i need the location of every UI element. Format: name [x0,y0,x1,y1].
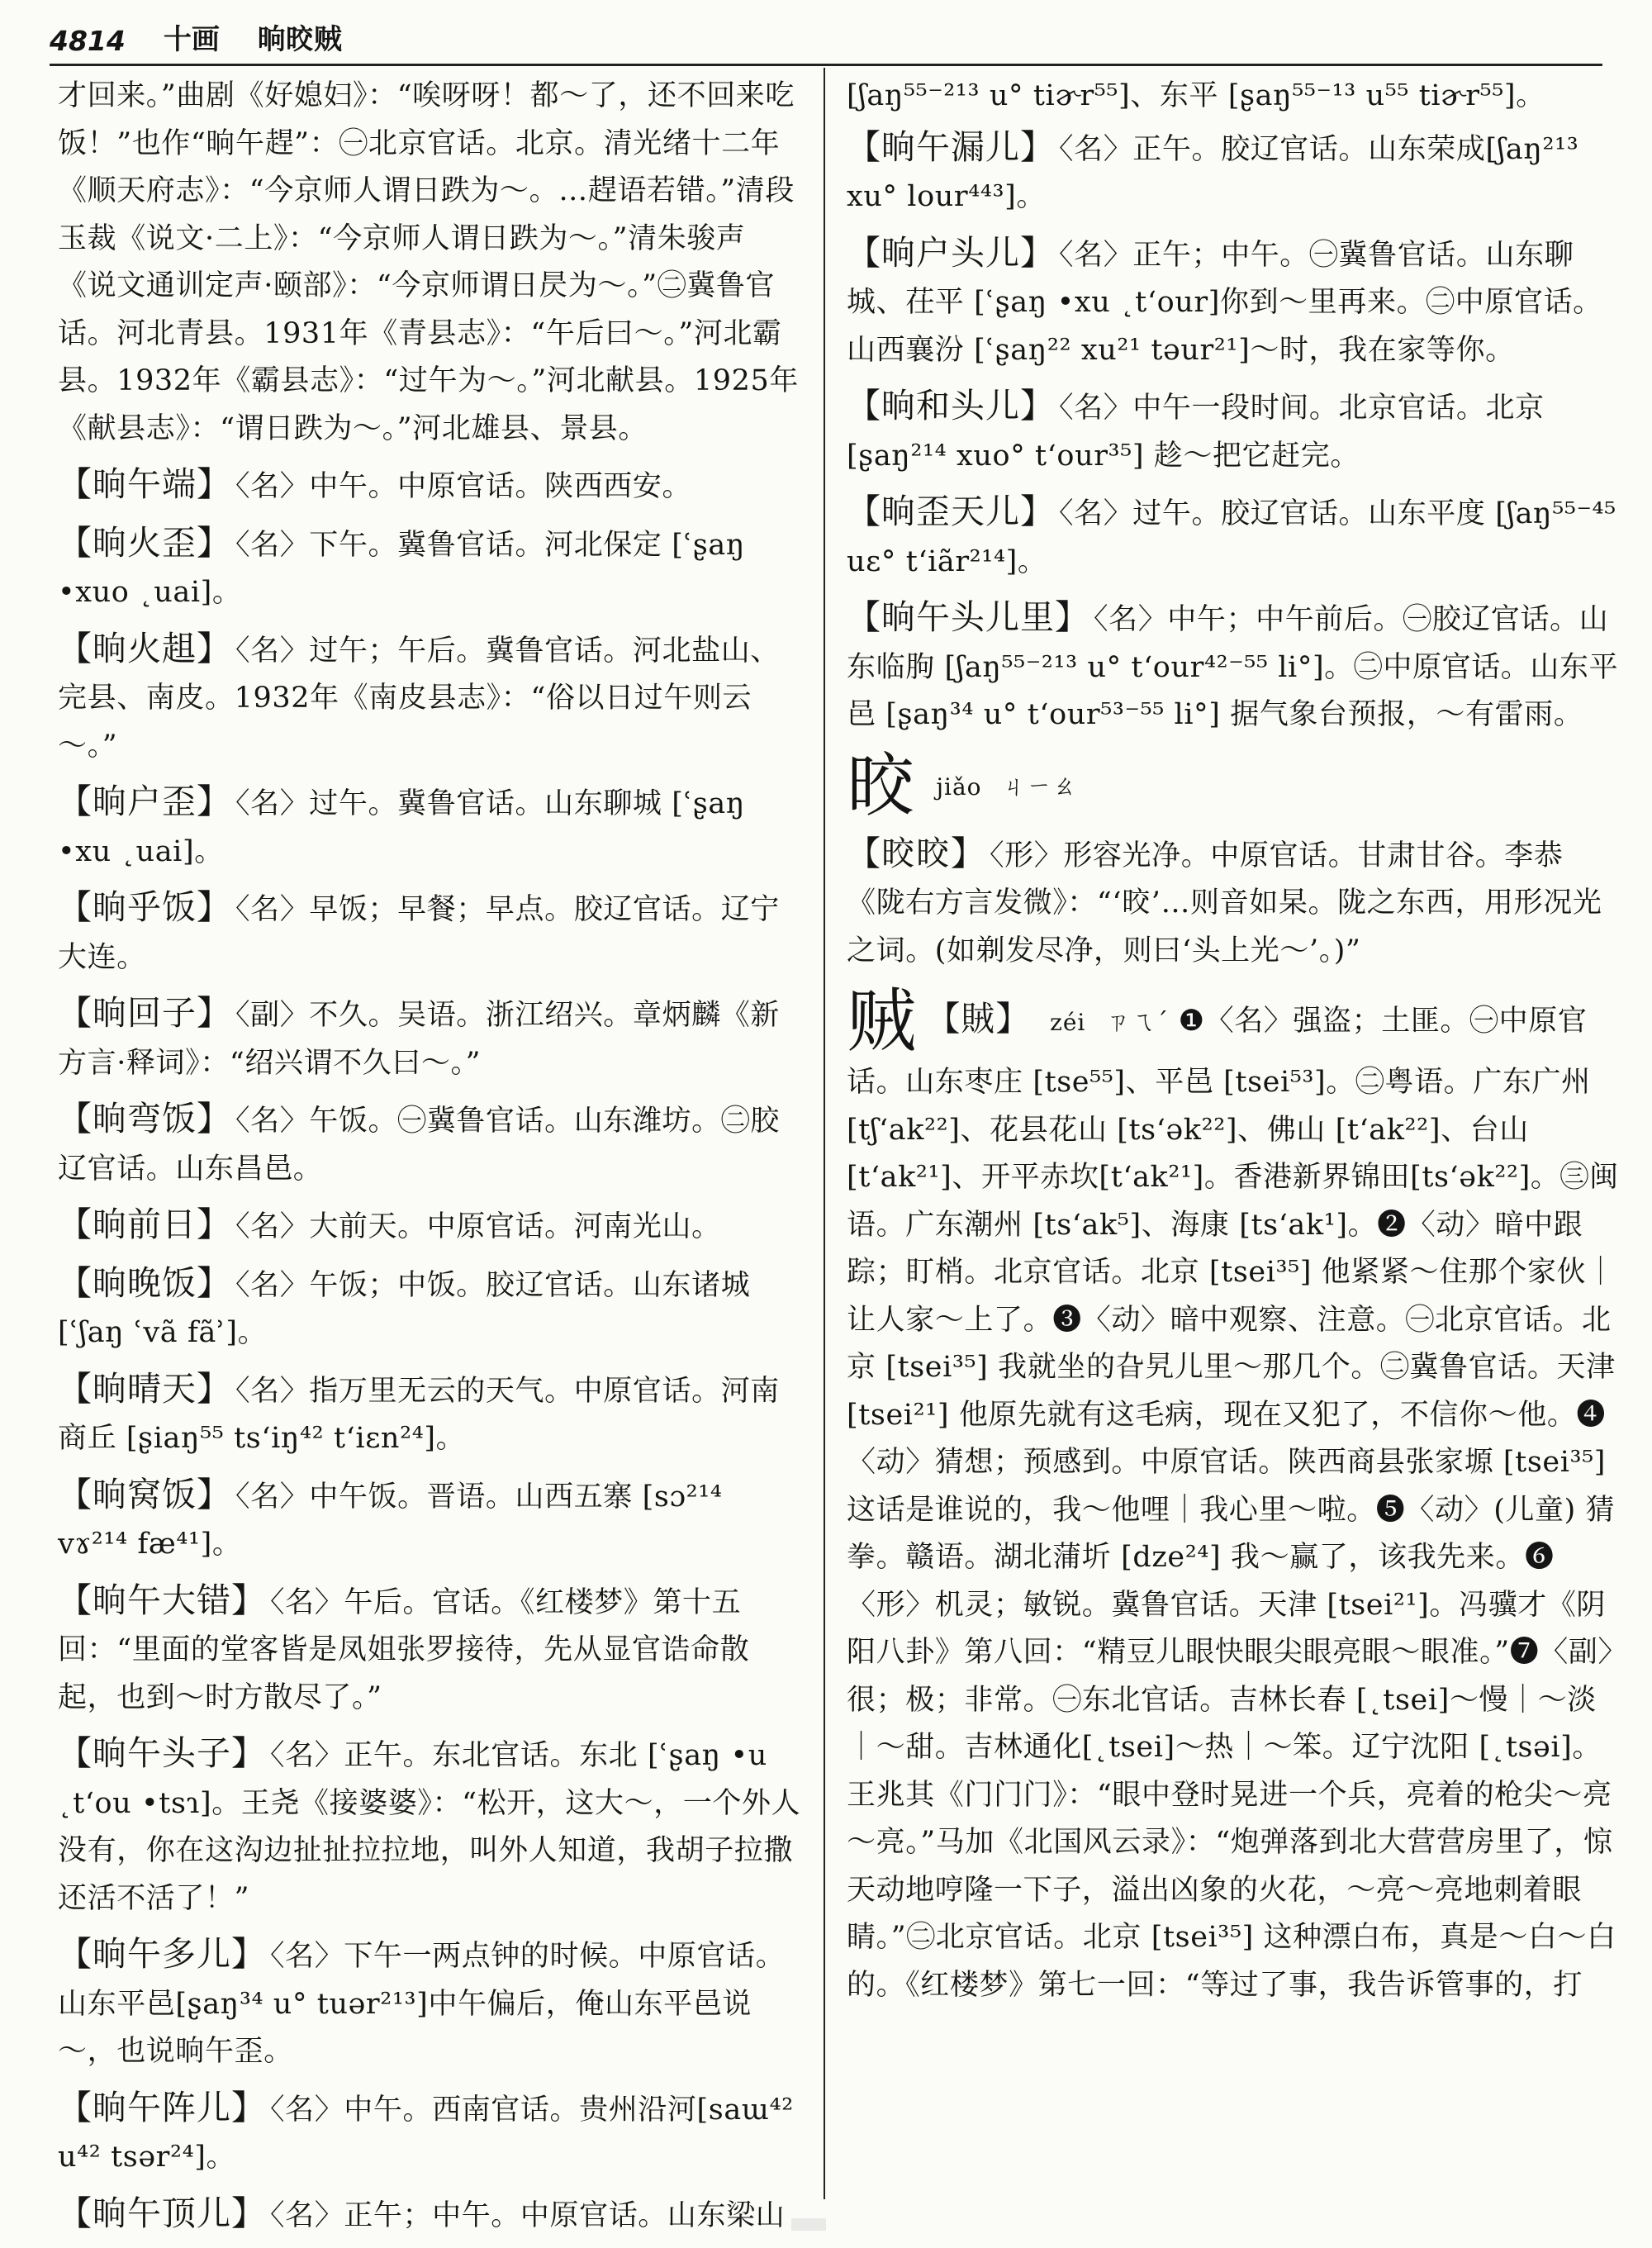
entry-definition: 〈名〉中午。中原官话。陕西西安。 [235,470,692,503]
entry-definition: 〈名〉过午。胶辽官话。山东平度 [ʃaŋ⁵⁵⁻⁴⁵ uɛ° t‘iãr²¹⁴]。 [847,497,1616,578]
entry-headword: 【晌歪天儿】 [847,492,1055,531]
entry-definition: 〈名〉正午。胶辽官话。山东荣成[ʃaŋ²¹³ xu° lour⁴⁴³]。 [847,132,1579,213]
entry-headword: 【晌午顶儿】 [58,2193,266,2233]
entry-definition: 〈名〉下午。冀鲁官话。河北保定 [ʿʂaŋ •xuo ˛uai]。 [58,528,746,609]
entry [58,1471,801,1569]
character-entry-zei [847,983,1619,2009]
traditional-form: 【賊】 [926,999,1031,1038]
entry-definition: 〈名〉大前天。中原官话。河南光山。 [235,1210,721,1243]
entry-headword: 【晌午漏儿】 [847,126,1055,167]
entry-definition: 〈名〉午饭。㊀冀鲁官话。山东潍坊。㊁胶辽官话。山东昌邑。 [58,1105,780,1186]
entry-headword: 【晌午阵儿】 [58,2087,266,2127]
left-column [58,73,801,2248]
entry-headword: 【晌户头儿】 [847,232,1055,273]
entry-definition: 〈副〉不久。吴语。浙江绍兴。章炳麟《新方言·释词》：“绍兴谓不久曰～。” [58,999,780,1080]
entry [847,488,1619,586]
continuation-text: 才回来。”曲剧《好媳妇》：“唉呀呀！都～了，还不回来吃饭！”也作“晌午趕”：㊀北京官话。北京。清光绪十二年《顺天府志》：“今京师人谓日跌为～。…趕语若错。”清段玉裁《说文·二上》：“今京师人谓日跌为～。”清朱骏声《说文通训定声·颐部》：“今京师谓日昃为～。”㊁冀鲁官话。河北青县。1931年《青县志》：“午后曰～。”河北霸县。1932年《霸县志》：“过午为～。”河北献县。1925年《献县志》：“谓日跌为～。”河北雄县、景县。 [58,79,799,445]
entry-headword: 【晌前日】 [58,1205,231,1244]
entry [58,1931,801,2076]
entry-headword: 【晌火歪】 [58,522,231,563]
entry [847,230,1619,375]
entry-headword: 【晌户歪】 [58,782,231,821]
entry-headword: 【晌火趄】 [58,628,231,668]
entry-definition: 〈名〉中午饭。晋语。山西五寨 [sɔ²¹⁴ vɤ²¹⁴ fæ⁴¹]。 [58,1480,723,1561]
entry-definition: 〈名〉正午。东北官话。东北 [ʿʂaŋ •u ˛t‘ou •tsɿ]。王尧《接婆婆》：“松开，这大～，一个外人没有，你在这沟边扯扯拉拉地，叫外人知道，我胡子拉撒还活不活了！” [58,1739,801,1915]
entry-headword: 【晌午头子】 [58,1733,266,1773]
entry-definition: 〈名〉午饭；中饭。胶辽官话。山东诸城 [ʿʃaŋ ʿvã fãʾ]。 [58,1268,751,1349]
entry [58,461,801,511]
entry-definition: 〈名〉指万里无云的天气。中原官话。河南商丘 [ʂiaŋ⁵⁵ ts‘iŋ⁴² t‘iɛn²⁴]。 [58,1374,780,1455]
entry-definition: 〈名〉过午；午后。冀鲁官话。河北盐山、完县、南皮。1932年《南皮县志》：“俗以日过午则云～。” [58,634,780,763]
section-label: 十画 [163,23,220,56]
page-number: 4814 [50,25,126,57]
entry-definition: 〈名〉中午一段时间。北京官话。北京 [ʂaŋ²¹⁴ xuo° t‘our³⁵] 趁～把它赶完。 [847,392,1545,473]
entry-headword: 【晌晴天】 [58,1368,231,1409]
entry [847,383,1619,480]
entry [58,884,801,981]
entry [847,124,1619,221]
entry-headword: 【晌回子】 [58,993,231,1033]
entry [58,1366,801,1463]
entry [58,990,801,1087]
entry [58,2084,801,2182]
entry [58,625,801,771]
entry-headword: 【晌午头儿里】 [847,597,1089,637]
pinyin-jiao: jiǎo [936,772,982,801]
entry [58,1095,801,1193]
entry [847,830,1619,976]
scan-mark [791,2218,826,2231]
page-header [50,15,1602,66]
entry-headword: 【晌晚饭】 [58,1262,231,1303]
entry-headword: 【晌午端】 [58,464,231,504]
column-divider [824,68,825,2199]
entry [58,778,801,876]
bopomofo-jiao: ㄐㄧㄠ [1001,772,1078,801]
entry-definition: 〈名〉过午。冀鲁官话。山东聊城 [ʿʂaŋ •xu ˛uai]。 [58,787,746,868]
character-jiao: 晈 [847,744,917,826]
zei-definition: ❶〈名〉强盗；土匪。㊀中原官话。山东枣庄 [tse⁵⁵]、平邑 [tsei⁵³]。㊁粤语。广东广州 [tʃ‘ak²²]、花县花山 [ts‘ək²²]、佛山 [t‘ak²²]、台山 [t‘ak²¹]、开平赤坎[t‘ak²¹]。香港新界锦田[ts‘ək²²]。㊂闽语。广东潮州 [ts‘ak⁵]、海康 [ts‘ak¹]。❷〈动〉暗中跟踪；盯梢。北京官话。北京 [tsei³⁵] 他紧紧～住那个家伙｜让人家～上了。❸〈动〉暗中观察、注意。㊀北京官话。北京 [tsei³⁵] 我就坐的旮旯儿里～那几个。㊁冀鲁官话。天津 [tsei²¹] 他原先就有这毛病，现在又犯了，不信你～他。❹〈动〉猜想；预感到。中原官话。陕西商县张家塬 [tsei³⁵] 这话是谁说的，我～他哩｜我心里～啦。❺〈动〉(儿童) 猜拳。赣语。湖北蒲圻 [dze²⁴] 我～赢了，该我先来。❻〈形〉机灵；敏锐。冀鲁官话。天津 [tsei²¹]。冯骥才《阴阳八卦》第八回：“精豆儿眼快眼尖眼亮眼～眼准。”❼〈副〉很；极；非常。㊀东北官话。吉林长春 [˛tsei]～慢｜～淡｜～甜。吉林通化[˛tsei]～热｜～笨。辽宁沈阳 [˛tsəi]。王兆其《门门门》：“眼中登时晃进一个兵，亮着的枪尖～亮～亮。”马加《北国风云录》：“炮弹落到北大营营房里了，惊天动地哼隆一下子，溢出凶象的火花，～亮～亮地刺着眼睛。”㊁北京官话。北京 [tsei³⁵] 这种漂白布，真是～白～白的。《红楼梦》第七一回：“等过了事，我告诉管事的，打 [847,1005,1619,2002]
entry-headword: 【晌弯饭】 [58,1099,231,1138]
entry [58,520,801,617]
entry-headword: 【晌和头儿】 [847,386,1055,425]
character-heading-jiao [847,744,1619,826]
entry-headword: 【晈晈】 [847,833,985,873]
continuation-text: [ʃaŋ⁵⁵⁻²¹³ u° tiɚr⁵⁵]、东平 [ʂaŋ⁵⁵⁻¹³ u⁵⁵ tiɚr⁵⁵]。 [847,79,1545,112]
pinyin-zei: zéi [1050,1009,1086,1036]
entry-definition: 〈名〉正午；中午。中原官话。山东梁山 [270,2198,786,2232]
entry-headword: 【晌午多儿】 [58,1934,266,1974]
entry [58,1577,801,1723]
character-zei: 贼 [847,981,917,1062]
entry-headword: 【晌乎饭】 [58,887,231,927]
entry [58,2190,801,2241]
entry-headword: 【晌午大错】 [58,1580,266,1620]
entry [58,1730,801,1922]
entry-definition: 〈形〉形容光净。中原官话。甘肃甘谷。李恭《陇右方言发微》：“‘晈’…则音如杲。陇之东西，用形况光之词。(如剃发尽净，则曰‘头上光～’。)” [847,839,1602,967]
entry-headword: 【晌窝饭】 [58,1474,231,1514]
entry-definition: 〈名〉早饭；早餐；早点。胶辽官话。辽宁大连。 [58,893,780,974]
entry-definition: 〈名〉中午。西南官话。贵州沿河[saɯ⁴² u⁴² tsər²⁴]。 [58,2093,794,2174]
entry [58,1260,801,1357]
bopomofo-zei: ㄗㄟˊ [1105,1008,1169,1037]
entry-definition: 〈名〉正午；中午。㊀冀鲁官话。山东聊城、茌平 [ʿʂaŋ •xu ˛t‘our]你到～里再来。㊁中原官话。山西襄汾 [ʿʂaŋ²² xu²¹ təur²¹]～时，我在家等你。 [847,238,1602,367]
entry-definition: 〈名〉午后。官话。《红楼梦》第十五回：“里面的堂客皆是凤姐张罗接待，先从显官诰命散起，也到～时方散尽了。” [58,1585,750,1714]
entry [847,594,1619,739]
entry-definition: 〈名〉中午；中午前后。㊀胶辽官话。山东临朐 [ʃaŋ⁵⁵⁻²¹³ u° t‘our⁴²⁻⁵⁵ li°]。㊁中原官话。山东平邑 [ʂaŋ³⁴ u° t‘our⁵³⁻⁵⁵ li°] 据气象台预报，～有雷雨。 [847,603,1619,731]
right-column [847,73,1619,2009]
entry-definition: 〈名〉下午一两点钟的时候。中原官话。山东平邑[ʂaŋ³⁴ u° tuər²¹³]中午偏后，俺山东平邑说～，也说晌午歪。 [58,1940,786,2068]
page-characters: 晌晈贼 [257,23,342,56]
entry [58,1201,801,1252]
